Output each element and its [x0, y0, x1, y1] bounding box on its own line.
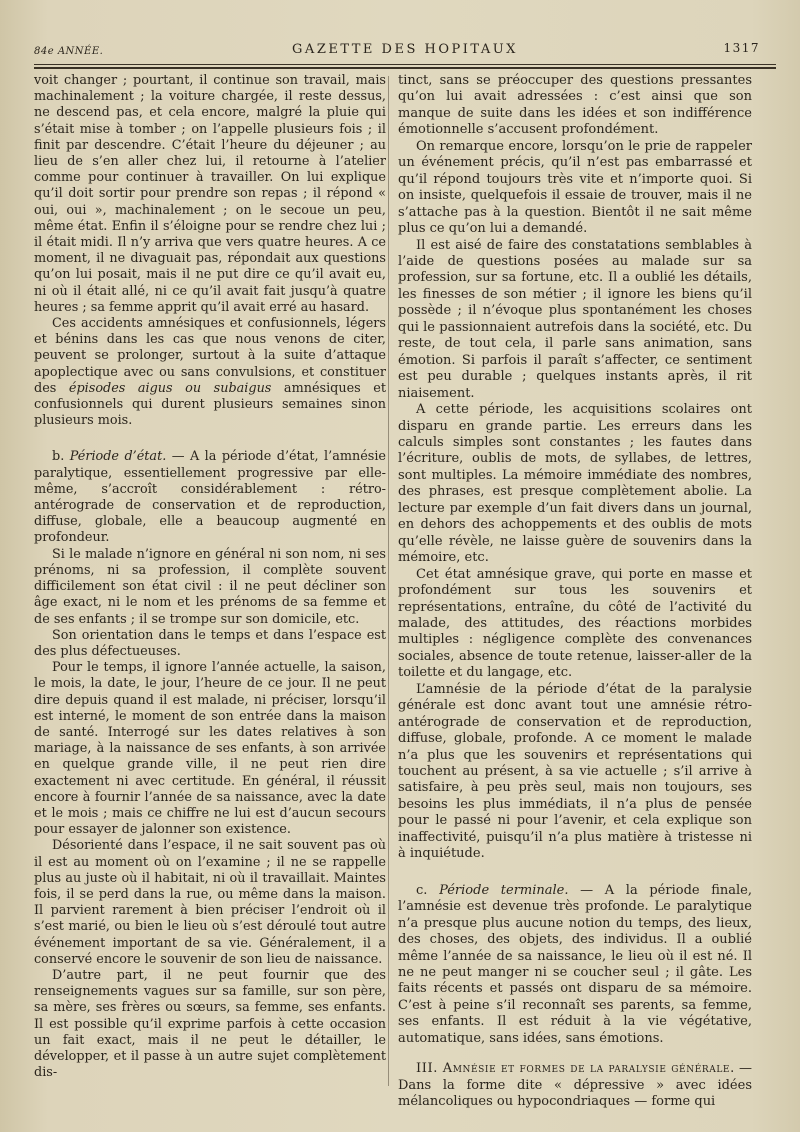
paragraph: A cette période, les acquisitions scolaires ont disparu en grande partie. Les erreurs dans les calculs simples sont constantes ; les fautes dans l’écriture, oublis de mots, de syllabes, de lettres, sont multiples. La mémoire immédiate des nombres, des phrases, est presque complètement abolie. La lecture par exemple d’un fait divers dans un journal, en dehors des achoppements et des oublis de mots qu’elle révèle, ne laisse guère de souvenirs dans la mémoire, etc. [398, 402, 752, 566]
issue-label: 84e ANNÉE. [34, 46, 104, 57]
page-number: 1317 [723, 41, 760, 55]
section-heading: III. Amnésie et formes de la paralysie générale. [416, 1061, 735, 1077]
subsection-paragraph: b. Période d’état. — A la période d’état, l’amnésie paralytique, essentiellement progressive par elle-même, s’accroît considérablement : rétro-antérograde de conservation et de reproduction, diffuse, globale, elle a beaucoup augmenté en profondeur. [34, 449, 387, 546]
paragraph: tinct, sans se préoccuper des questions pressantes qu’on lui avait adressées : c’est ainsi que son manque de suite dans les idées et son indifférence émotionnelle s’accusent profondément. [398, 73, 752, 138]
journal-title: GAZETTE DES HOPITAUX [292, 42, 518, 57]
paragraph: Ces accidents amnésiques et confusionnels, légers et bénins dans les cas que nous venons de citer, peuvent se prolonger, surtout à la suite d’attaque apoplectique avec ou sans convulsions, et constituer des épisodes aigus ou subaigus amnésiques et confusionnels qui durent plusieurs semaines sinon plusieurs mois. [34, 316, 387, 429]
left-column [34, 73, 386, 1081]
paragraph: L’amnésie de la période d’état de la paralysie générale est donc avant tout une amnésie rétro-antérograde de conservation et de reproduction, diffuse, globale, profonde. A ce moment le malade n’a plus que les souvenirs et représentations qui touchent au présent, à sa vie actuelle ; s’il arrive à satisfaire, à peu près seul, mais non toujours, ses besoins les plus immédiats, il n’a plus de pensée pour le passé ni pour l’avenir, et cela explique son inaffectivité, puisqu’il n’a plus matière à tristesse ni à inquiétude. [398, 681, 752, 862]
paragraph: D’autre part, il ne peut fournir que des renseignements vagues sur sa famille, sur son père, sa mère, ses frères ou sœurs, sa femme, ses enfants. Il est possible qu’il exprime parfois à cette occasion un fait exact, mais il ne peut le détailler, le développer, et il passe à un autre sujet complètement dis- [34, 967, 386, 1081]
paragraph: voit changer ; pourtant, il continue son travail, mais machinalement ; la voiture chargée, il reste dessus, ne descend pas, et cela encore, malgré la pluie qui s’était mise à tomber ; on l’appelle plusieurs fois ; il finit par descendre. C’était l’heure du déjeuner ; au lieu de s’en aller chez lui, il retourne à l’atelier comme pour continuer à travailler. On lui explique qu’il doit sortir pour prendre son repas ; il répond « oui, oui », machinalement ; on le secoue un peu, même état. Enfin il s’éloigne pour se rendre chez lui ; il était midi. Il n’y arriva que vers quatre heures. A ce moment, il ne divaguait pas, répondait aux questions qu’on lui posait, mais il ne put dire ce qu’il avait eu, ni où il était allé, ni ce qu’il avait fait jusqu’à quatre heures ; sa femme apprit qu’il avait erré au hasard. [34, 73, 386, 315]
column-divider [388, 76, 389, 1086]
paragraph: Il est aisé de faire des constatations semblables à l’aide de questions posées au malade sur sa profession, sur sa fortune, etc. Il a oublié les détails, les finesses de son métier ; il ignore les biens qu’il possède ; il n’évoque plus spontanément les choses qui le passionnaient autrefois dans la société, etc. Du reste, de tout cela, il parle sans animation, sans émotion. Si parfois il paraît s’affecter, ce sentiment est peu durable ; quelques instants après, il rit niaisement. [398, 237, 752, 401]
section-paragraph: III. Amnésie et formes de la paralysie générale. — Dans la forme dite « dépressive » avec idées mélancoliques ou hypocondriaques — forme qui [398, 1061, 752, 1110]
paragraph: Désorienté dans l’espace, il ne sait souvent pas où il est au moment où on l’examine ; il ne se rappelle plus au juste où il habitait, ni où il travaillait. Maintes fois, il se perd dans la rue, ou même dans la maison. Il parvient rarement à bien préciser l’endroit où il s’est marié, ou bien le lieu où s’est déroulé tout autre événement important de sa vie. Généralement, il a conservé encore le souvenir de son lieu de naissance. [34, 838, 386, 967]
paragraph: Pour le temps, il ignore l’année actuelle, la saison, le mois, la date, le jour, l’heure de ce jour. Il ne peut dire depuis quand il est malade, ni préciser, lorsqu’il est interné, le moment de son entrée dans la maison de santé. Interrogé sur les dates relatives à son mariage, à la naissance de ses enfants, à son arrivée en quelque grande ville, il ne peut rien dire exactement ni avec certitude. En général, il réussit encore à fournir l’année de sa naissance, avec la date et le mois ; mais ce chiffre ne lui est d’aucun secours pour essayer de jalonner son existence. [34, 660, 386, 838]
paragraph: On remarque encore, lorsqu’on le prie de rappeler un événement précis, qu’il n’est pas embarrassé et qu’il répond toujours très vite et n’importe quoi. Si on insiste, quelquefois il essaie de trouver, mais il ne s’attache pas à la question. Bientôt il ne sait même plus ce qu’on lui a demandé. [398, 138, 752, 237]
paragraph: Son orientation dans le temps et dans l’espace est des plus défectueuses. [34, 627, 386, 659]
subsection-heading: Période terminale. [439, 882, 569, 898]
page-header [34, 36, 776, 62]
right-column [398, 73, 752, 1111]
subsection-paragraph: c. Période terminale. — A la période finale, l’amnésie est devenue très profonde. Le paralytique n’a presque plus aucune notion du temps, des lieux, des choses, des objets, des individus. Il a oublié même l’année de sa naissance, le lieu où il est né. Il ne ne peut manger ni se coucher seul ; il gâte. Les faits récents et passés ont disparu de sa mémoire. C’est à peine s’il reconnaît ses parents, sa femme, ses enfants. Il est réduit à la vie végétative, automatique, sans idées, sans émotions. [398, 882, 752, 1046]
paragraph: Si le malade n’ignore en général ni son nom, ni ses prénoms, ni sa profession, il complète souvent difficilement son état civil : il ne peut décliner son âge exact, ni le nom et les prénoms de sa femme et de ses enfants ; il se trompe sur son domicile, etc. [34, 546, 386, 627]
header-rule-thick [34, 67, 776, 69]
paragraph: Cet état amnésique grave, qui porte en masse et profondément sur tous les souvenirs et représentations, entraîne, du côté de l’activité du malade, des attitudes, des réactions morbides multiples : négligence complète des convenances sociales, absence de toute retenue, laisser-aller de la toilette et du langage, etc. [398, 566, 752, 681]
subsection-heading: Période d’état. [69, 449, 167, 465]
header-rule-thin [34, 64, 776, 65]
